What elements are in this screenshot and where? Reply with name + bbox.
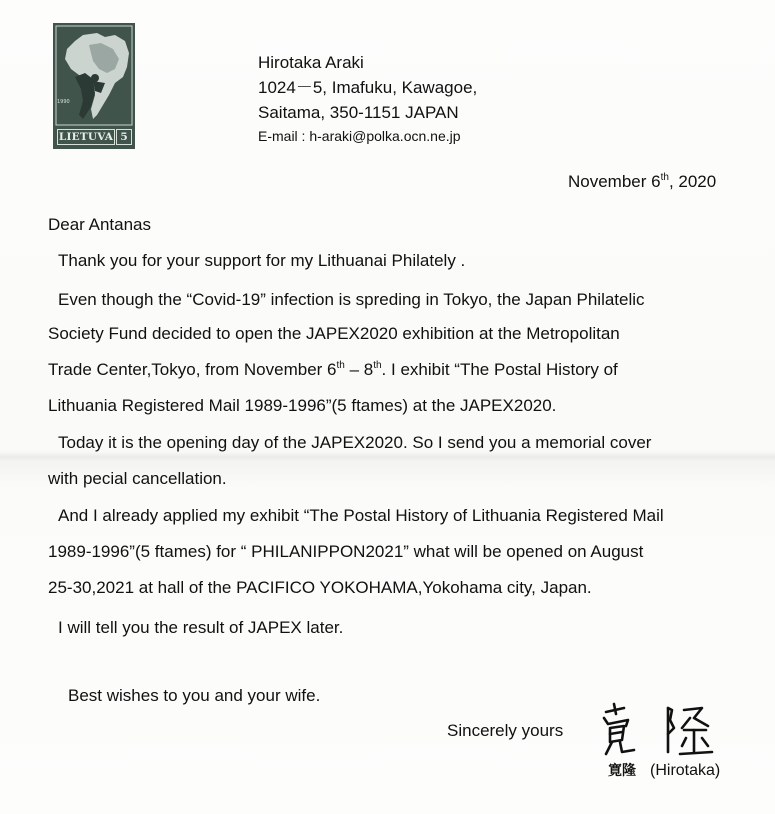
sender-address-line1: 1024－5, Imafuku, Kawagoe, bbox=[258, 78, 478, 97]
paragraph-2-line-2: Society Fund decided to open the JAPEX2020 exhibition at the Metropolitan bbox=[48, 324, 620, 343]
stamp-country-label: LIETUVA bbox=[58, 131, 114, 143]
paragraph-5: I will tell you the result of JAPEX later. bbox=[58, 618, 344, 637]
sender-address-line2: Saitama, 350-1151 JAPAN bbox=[258, 103, 459, 122]
p2-line3-sup2: th bbox=[373, 360, 382, 371]
paragraph-2-line-4: Lithuania Registered Mail 1989-1996”(5 ftames) at the JAPEX2020. bbox=[48, 396, 557, 415]
sender-email: E-mail : h-araki@polka.ocn.ne.jp bbox=[258, 128, 461, 144]
handwritten-signature bbox=[598, 700, 738, 760]
paragraph-4-line-1: And I already applied my exhibit “The Postal History of Lithuania Registered Mail bbox=[58, 506, 664, 525]
signature-kanji: 寛隆 bbox=[608, 763, 636, 779]
p2-line3-e: . I exhibit “The Postal History of bbox=[381, 360, 618, 379]
date-month: November 6 bbox=[568, 172, 661, 191]
greeting: Dear Antanas bbox=[48, 215, 152, 234]
paragraph-2-line-3 bbox=[48, 360, 618, 380]
date-year: , 2020 bbox=[668, 172, 717, 191]
p2-line3-sup1: th bbox=[336, 360, 345, 371]
paragraph-3-line-2: with pecial cancellation. bbox=[48, 469, 227, 488]
stamp-year: 1990 bbox=[57, 99, 70, 105]
signature-name-line bbox=[608, 760, 720, 780]
paper-fold bbox=[0, 452, 775, 462]
closing-wishes: Best wishes to you and your wife. bbox=[68, 686, 321, 705]
paragraph-1: Thank you for your support for my Lithuanai Philately . bbox=[58, 251, 466, 270]
letter-date bbox=[568, 172, 716, 192]
paragraph-4-line-2: 1989-1996”(5 ftames) for “ PHILANIPPON2021” what will be opened on August bbox=[48, 542, 644, 561]
date-suffix: th bbox=[660, 172, 669, 183]
postage-stamp bbox=[53, 23, 135, 149]
sign-off: Sincerely yours bbox=[447, 721, 564, 740]
p2-line3-a: Trade Center,Tokyo, from November 6 bbox=[48, 360, 337, 379]
p2-line3-c: – 8 bbox=[344, 360, 374, 379]
paragraph-4-line-3: 25-30,2021 at hall of the PACIFICO YOKOHAMA,Yokohama city, Japan. bbox=[48, 578, 592, 597]
sender-address bbox=[258, 50, 477, 147]
paragraph-3-line-1: Today it is the opening day of the JAPEX2020. So I send you a memorial cover bbox=[58, 433, 652, 452]
signature-romaji: (Hirotaka) bbox=[650, 762, 721, 779]
paragraph-2-line-1: Even though the “Covid-19” infection is spreding in Tokyo, the Japan Philatelic bbox=[58, 290, 645, 309]
stamp-value-label: 5 bbox=[116, 129, 132, 145]
sender-name: Hirotaka Araki bbox=[258, 53, 364, 72]
